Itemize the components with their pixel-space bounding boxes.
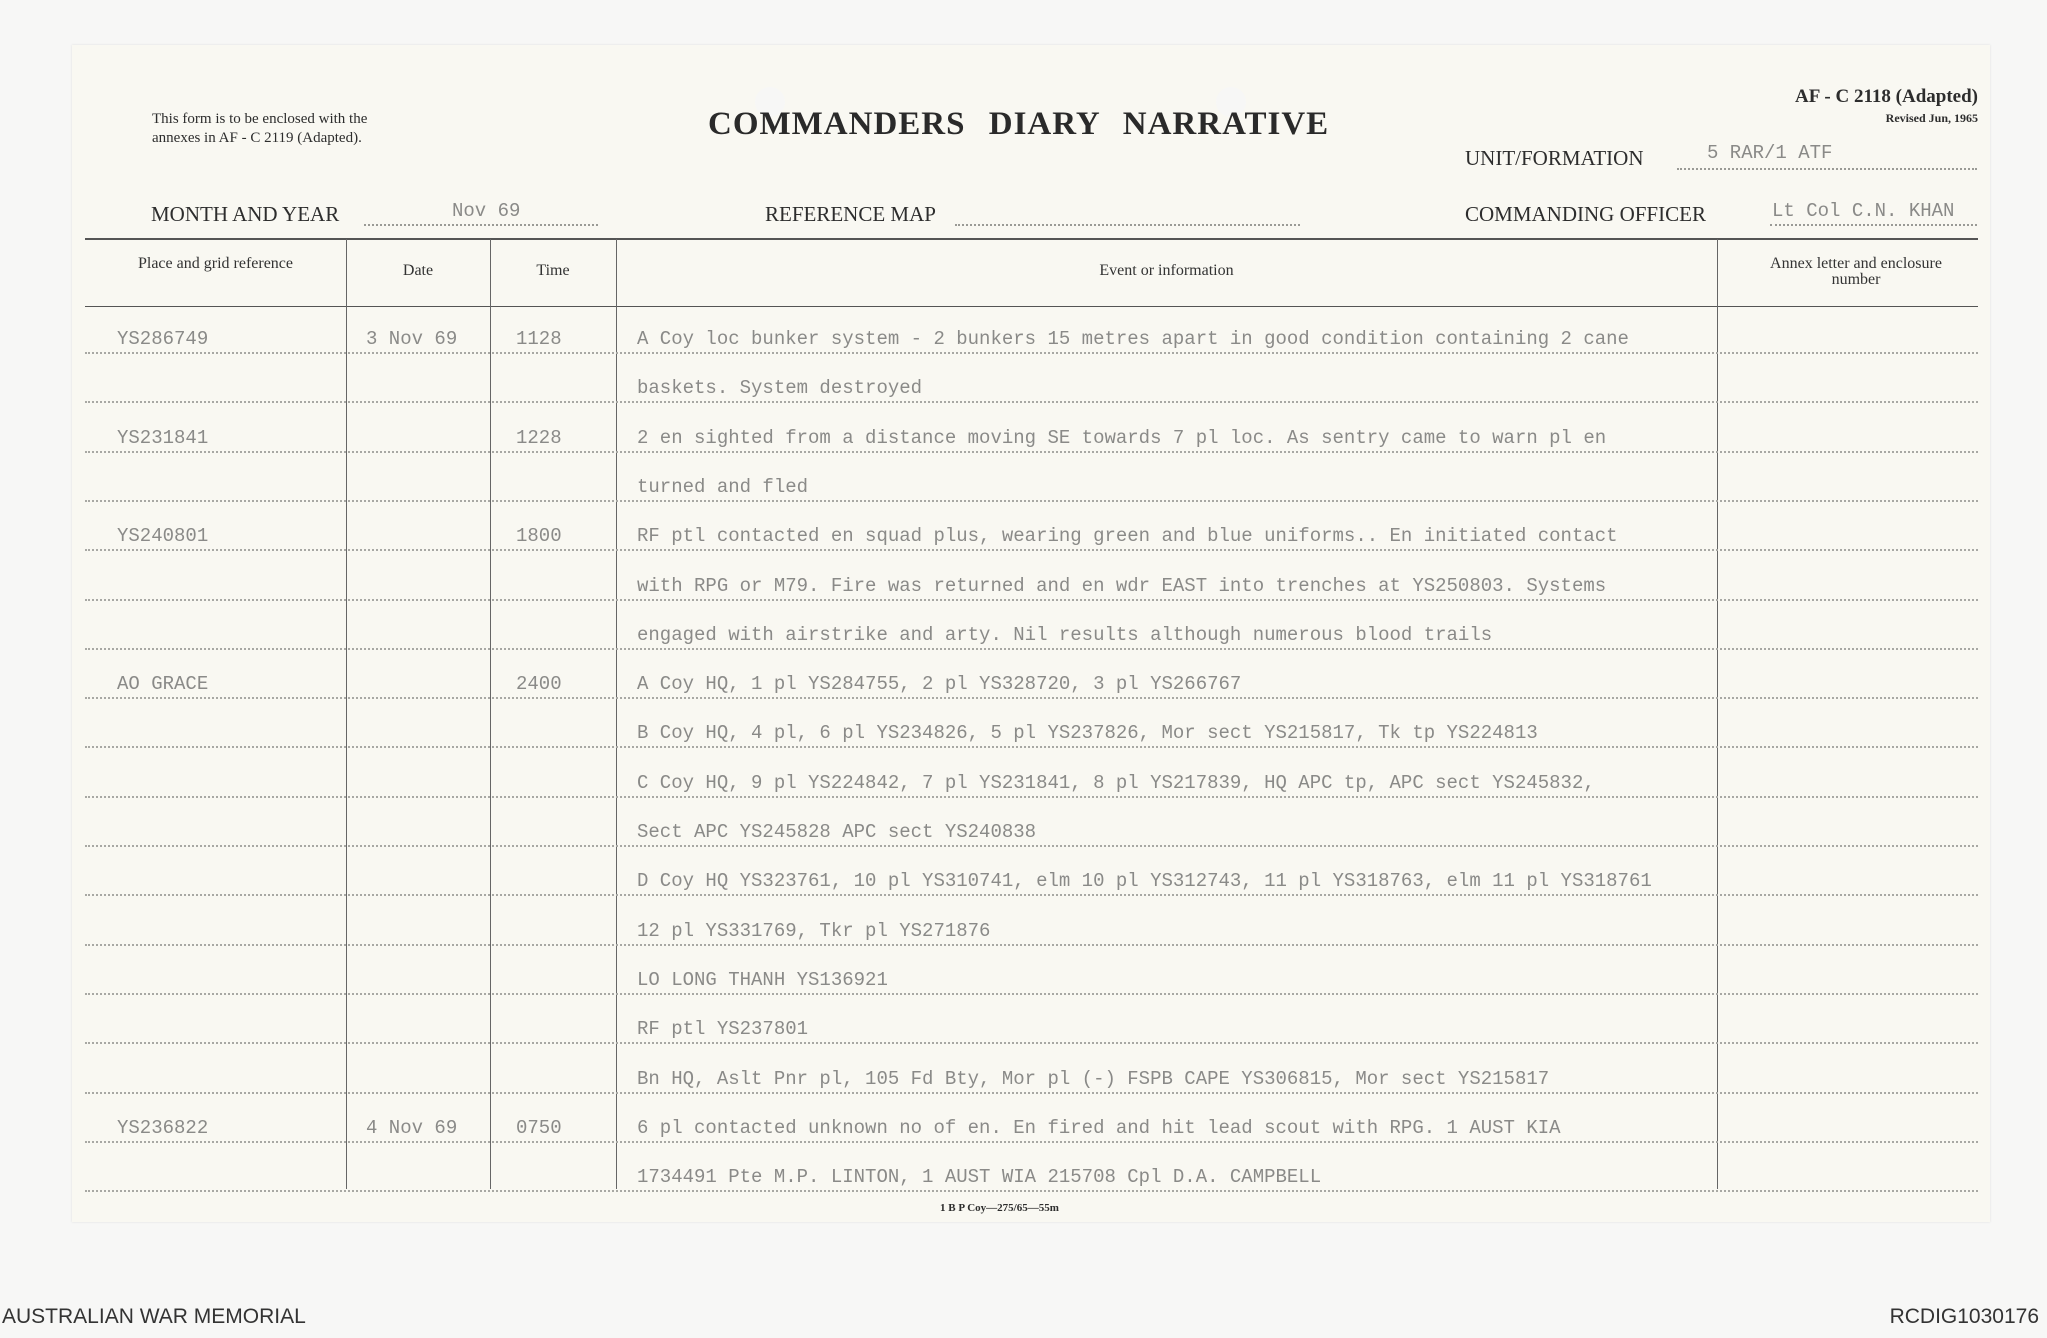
table-top-rule [85,238,1978,240]
event-cell: RF ptl contacted en squad plus, wearing green and blue uniforms.. En initiated contact [637,525,1618,548]
event-cell: LO LONG THANH YS136921 [637,968,888,991]
printer-mark: 1 B P Coy—275/65—55m [940,1202,1059,1214]
month-field [364,200,598,226]
table-row [85,894,1978,896]
form-title: COMMANDERS DIARY NARRATIVE [708,106,1330,142]
place-cell: YS240801 [117,525,209,548]
column-divider [616,239,617,1189]
column-header-date: Date [402,262,434,279]
place-cell: YS231841 [117,426,209,449]
month-label: MONTH AND YEAR [151,202,340,226]
form-number: AF - C 2118 (Adapted) [1795,86,1978,107]
event-cell: with RPG or M79. Fire was returned and en wdr EAST into trenches at YS250803. Systems [637,574,1607,597]
date-cell: 4 Nov 69 [366,1116,458,1139]
revised-date: Revised Jun, 1965 [1885,111,1978,125]
form-note-line: This form is to be enclosed with the [152,111,368,127]
event-cell: C Coy HQ, 9 pl YS224842, 7 pl YS231841, 8 pl YS217839, HQ APC tp, APC sect YS245832, [637,771,1595,794]
footer-record-id: RCDIG1030176 [1889,1305,2039,1328]
date-cell: 3 Nov 69 [366,328,458,350]
column-header-event: Event or information [1099,262,1234,279]
table-row [85,796,1978,798]
event-cell: baskets. System destroyed [637,377,923,400]
place-cell: YS286749 [117,328,209,350]
event-cell: A Coy HQ, 1 pl YS284755, 2 pl YS328720, 3 pl YS266767 [637,673,1242,696]
table-row [85,451,1978,453]
map-field [955,200,1300,226]
table-row [85,500,1978,502]
column-divider [1717,239,1718,1189]
event-cell: 1734491 Pte M.P. LINTON, 1 AUST WIA 215708 Cpl D.A. CAMPBELL [637,1166,1322,1189]
event-cell: 6 pl contacted unknown no of en. En fired and hit lead scout with RPG. 1 AUST KIA [637,1116,1561,1139]
event-cell: B Coy HQ, 4 pl, 6 pl YS234826, 5 pl YS237826, Mor sect YS215817, Tk tp YS224813 [637,722,1538,745]
table-row [85,1042,1978,1044]
column-divider [346,239,347,1189]
column-header-time: Time [536,262,570,279]
table-row [85,993,1978,995]
unit-field [1677,142,1977,170]
co-value: Lt Col C.N. KHAN [1772,200,1955,222]
time-cell: 0750 [516,1116,562,1139]
table-row [85,352,1978,354]
month-value: Nov 69 [452,200,521,222]
table-row [85,599,1978,601]
table-row [85,1190,1978,1192]
table-row [85,746,1978,748]
table-row [85,1141,1978,1143]
event-cell: engaged with airstrike and arty. Nil results although numerous blood trails [637,623,1493,646]
column-divider [490,239,491,1189]
event-cell: 12 pl YS331769, Tkr pl YS271876 [637,919,991,942]
unit-value: 5 RAR/1 ATF [1707,142,1833,164]
event-cell: Bn HQ, Aslt Pnr pl, 105 Fd Bty, Mor pl (-) FSPB CAPE YS306815, Mor sect YS215817 [637,1067,1550,1090]
form-note-line: annexes in AF - C 2119 (Adapted). [152,130,362,146]
event-cell: A Coy loc bunker system - 2 bunkers 15 metres apart in good condition containing 2 cane [637,328,1629,350]
column-header-place: Place and grid reference [137,255,293,272]
table-header-rule [85,306,1978,307]
place-cell: AO GRACE [117,673,209,696]
event-cell: Sect APC YS245828 APC sect YS240838 [637,821,1037,843]
co-field [1770,200,1977,226]
table-row [85,1092,1978,1094]
co-label: COMMANDING OFFICER [1465,202,1706,226]
event-cell: RF ptl YS237801 [637,1018,809,1041]
time-cell: 1228 [516,426,562,449]
form-note [152,110,367,148]
table-row [85,648,1978,650]
time-cell: 1128 [516,328,562,350]
table-row [85,944,1978,946]
table-row [85,549,1978,551]
event-cell: D Coy HQ YS323761, 10 pl YS310741, elm 10 pl YS312743, 11 pl YS318763, elm 11 pl YS318761 [637,870,1652,893]
place-cell: YS236822 [117,1116,209,1139]
footer-archive-name: AUSTRALIAN WAR MEMORIAL [2,1305,306,1328]
time-cell: 2400 [516,673,562,696]
table-row [85,845,1978,847]
event-cell: turned and fled [637,475,809,498]
event-cell: 2 en sighted from a distance moving SE towards 7 pl loc. As sentry came to warn pl en [637,426,1607,449]
table-row [85,697,1978,699]
unit-label: UNIT/FORMATION [1465,146,1644,170]
table-row [85,401,1978,403]
time-cell: 1800 [516,525,562,548]
column-header-annex: Annex letter and enclosure number [1770,255,1942,288]
map-label: REFERENCE MAP [765,202,936,226]
